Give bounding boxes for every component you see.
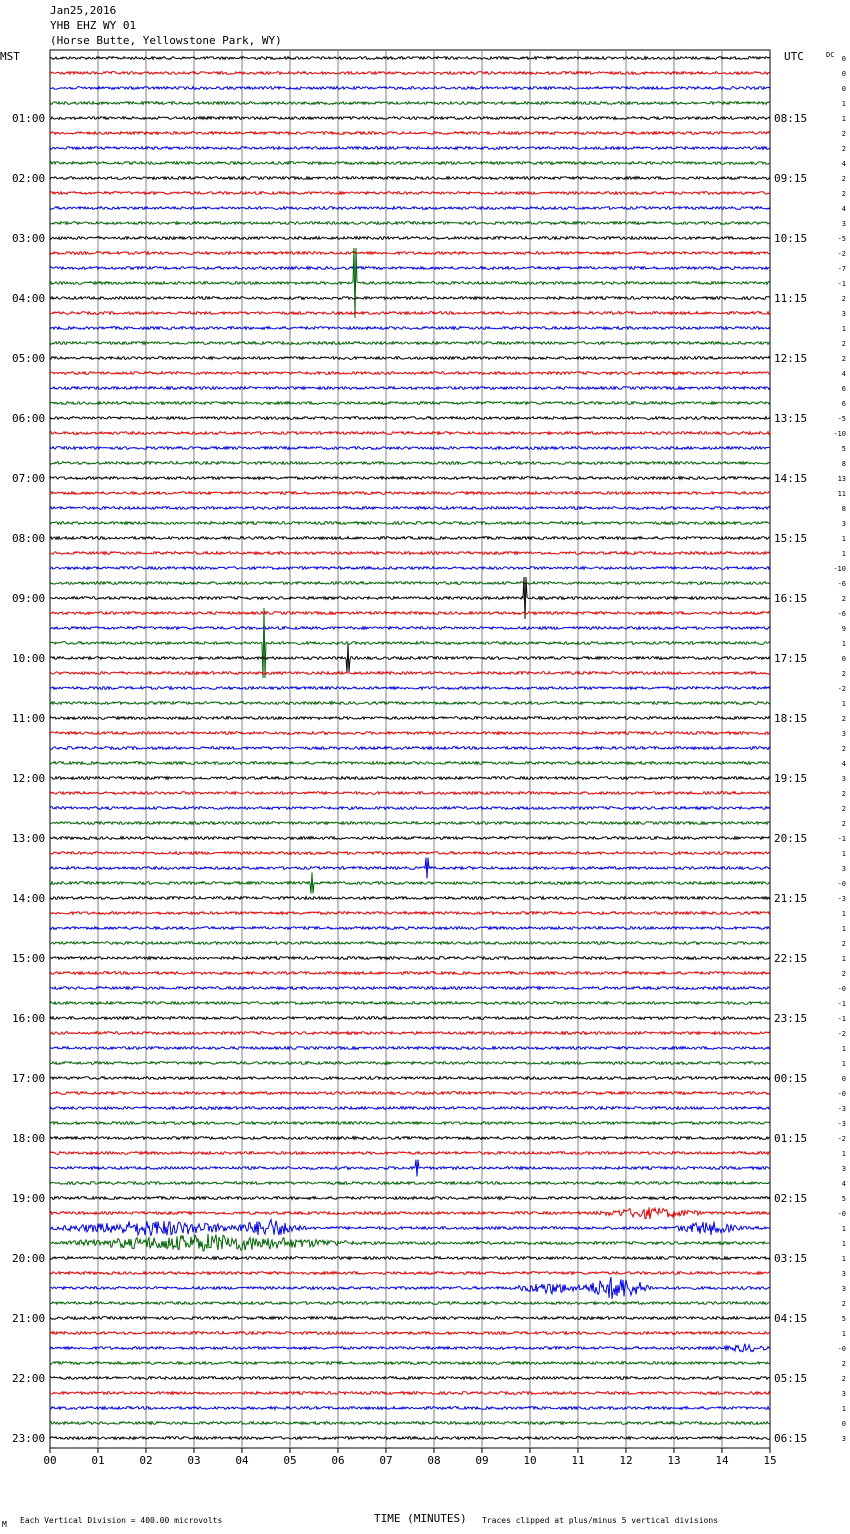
- trace-11: [50, 207, 770, 210]
- dc-offset-label: 2: [841, 670, 846, 678]
- trace-17: [50, 297, 770, 300]
- dc-offset-label: 3: [841, 220, 846, 228]
- right-hour-label: 22:15: [774, 952, 808, 965]
- trace-13: [50, 237, 770, 240]
- trace-54: [50, 852, 770, 855]
- trace-75: [50, 1160, 770, 1177]
- trace-71: [50, 1107, 770, 1110]
- right-hour-label: 15:15: [774, 532, 808, 545]
- trace-55: [50, 858, 770, 879]
- x-tick-label: 12: [619, 1454, 633, 1467]
- trace-87: [50, 1344, 770, 1352]
- dc-offset-label: 3: [841, 1435, 846, 1443]
- x-tick-label: 04: [235, 1454, 249, 1467]
- trace-33: [50, 537, 770, 540]
- trace-16: [50, 248, 770, 318]
- trace-34: [50, 552, 770, 555]
- dc-offset-label: 1: [841, 325, 846, 333]
- right-hour-label: 20:15: [774, 832, 808, 845]
- x-tick-label: 15: [763, 1454, 777, 1467]
- trace-45: [50, 717, 770, 720]
- trace-56: [50, 873, 770, 894]
- dc-offset-label: 1: [841, 1330, 846, 1338]
- trace-15: [50, 267, 770, 270]
- left-hour-label: 03:00: [12, 232, 46, 245]
- trace-42: [50, 672, 770, 675]
- dc-offset-label: -3: [837, 895, 846, 903]
- right-hour-label: 09:15: [774, 172, 808, 185]
- trace-7: [50, 147, 770, 150]
- trace-60: [50, 942, 770, 945]
- dc-offset-label: 1: [841, 1060, 846, 1068]
- dc-offset-label: 3: [841, 520, 846, 528]
- right-hour-label: 21:15: [774, 892, 808, 905]
- trace-89: [50, 1377, 770, 1380]
- dc-offset-label: -2: [837, 250, 846, 258]
- trace-57: [50, 897, 770, 900]
- trace-79: [50, 1220, 770, 1236]
- dc-offset-label: -0: [837, 1345, 846, 1353]
- dc-offset-label: 6: [841, 385, 846, 393]
- right-hour-label: 14:15: [774, 472, 808, 485]
- dc-offset-label: -0: [837, 985, 846, 993]
- dc-offset-label: 2: [841, 190, 846, 198]
- trace-18: [50, 312, 770, 315]
- right-hour-label: 10:15: [774, 232, 808, 245]
- dc-offset-label: 3: [841, 775, 846, 783]
- dc-offset-label: 1: [841, 535, 846, 543]
- dc-offset-label: -0: [837, 1210, 846, 1218]
- dc-offset-label: 4: [841, 760, 846, 768]
- left-hour-label: 01:00: [12, 112, 46, 125]
- dc-offset-label: 11: [837, 490, 846, 498]
- trace-26: [50, 432, 770, 435]
- dc-offset-label: 6: [841, 400, 846, 408]
- dc-offset-label: 5: [841, 1195, 846, 1203]
- trace-82: [50, 1272, 770, 1275]
- trace-72: [50, 1122, 770, 1125]
- trace-4: [50, 102, 770, 105]
- right-hour-label: 04:15: [774, 1312, 808, 1325]
- right-hour-label: 17:15: [774, 652, 808, 665]
- dc-offset-label: 0: [841, 1420, 846, 1428]
- trace-74: [50, 1152, 770, 1155]
- left-hour-label: 06:00: [12, 412, 46, 425]
- dc-offset-label: 5: [841, 445, 846, 453]
- trace-44: [50, 702, 770, 705]
- trace-31: [50, 507, 770, 510]
- trace-73: [50, 1137, 770, 1140]
- dc-offset-label: -2: [837, 1135, 846, 1143]
- trace-78: [50, 1207, 770, 1219]
- trace-86: [50, 1332, 770, 1335]
- left-hour-label: 22:00: [12, 1372, 46, 1385]
- trace-22: [50, 372, 770, 375]
- dc-offset-label: -6: [837, 580, 846, 588]
- x-tick-label: 08: [427, 1454, 441, 1467]
- x-tick-label: 05: [283, 1454, 297, 1467]
- dc-offset-label: 0: [841, 1075, 846, 1083]
- left-hour-label: 23:00: [12, 1432, 46, 1445]
- right-hour-label: 05:15: [774, 1372, 808, 1385]
- x-tick-label: 11: [571, 1454, 585, 1467]
- dc-offset-label: 1: [841, 1255, 846, 1263]
- right-hour-label: 02:15: [774, 1192, 808, 1205]
- trace-91: [50, 1407, 770, 1410]
- left-hour-label: 21:00: [12, 1312, 46, 1325]
- left-hour-label: 11:00: [12, 712, 46, 725]
- trace-47: [50, 747, 770, 750]
- trace-12: [50, 222, 770, 225]
- trace-69: [50, 1077, 770, 1080]
- right-hour-label: 18:15: [774, 712, 808, 725]
- right-hour-label: 08:15: [774, 112, 808, 125]
- dc-offset-label: 4: [841, 205, 846, 213]
- left-hour-label: 19:00: [12, 1192, 46, 1205]
- dc-offset-label: 3: [841, 730, 846, 738]
- trace-24: [50, 402, 770, 405]
- left-hour-label: 07:00: [12, 472, 46, 485]
- dc-offset-label: -0: [837, 1090, 846, 1098]
- dc-offset-label: -1: [837, 1000, 846, 1008]
- left-hour-label: 15:00: [12, 952, 46, 965]
- station-code: YHB EHZ WY 01: [50, 19, 137, 32]
- right-hour-label: 03:15: [774, 1252, 808, 1265]
- dc-offset-label: -5: [837, 415, 846, 423]
- dc-header-label: DC: [826, 51, 835, 59]
- dc-offset-label: 2: [841, 130, 846, 138]
- trace-23: [50, 387, 770, 390]
- dc-offset-label: 3: [841, 1285, 846, 1293]
- trace-35: [50, 567, 770, 570]
- trace-76: [50, 1182, 770, 1185]
- right-hour-label: 13:15: [774, 412, 808, 425]
- right-hour-label: 11:15: [774, 292, 808, 305]
- dc-offset-label: -2: [837, 685, 846, 693]
- dc-offset-label: 3: [841, 1270, 846, 1278]
- dc-offset-label: 3: [841, 310, 846, 318]
- corner-mark: M: [2, 1520, 7, 1529]
- dc-offset-label: 13: [837, 475, 846, 483]
- left-hour-label: 04:00: [12, 292, 46, 305]
- x-tick-label: 09: [475, 1454, 489, 1467]
- dc-offset-label: 2: [841, 295, 846, 303]
- plot-date: Jan25,2016: [50, 4, 117, 17]
- dc-offset-label: 1: [841, 115, 846, 123]
- clip-note: Traces clipped at plus/minus 5 vertical divisions: [482, 1516, 719, 1525]
- x-tick-label: 06: [331, 1454, 345, 1467]
- left-timezone-label: MST: [0, 50, 20, 63]
- trace-41: [50, 644, 770, 672]
- trace-36: [50, 582, 770, 585]
- dc-offset-label: 4: [841, 1180, 846, 1188]
- dc-offset-label: -0: [837, 880, 846, 888]
- dc-offset-label: 2: [841, 1300, 846, 1308]
- dc-offset-label: 1: [841, 1405, 846, 1413]
- trace-48: [50, 762, 770, 765]
- dc-offset-label: 0: [841, 85, 846, 93]
- dc-offset-label: 1: [841, 640, 846, 648]
- dc-offset-label: 0: [841, 655, 846, 663]
- left-hour-label: 05:00: [12, 352, 46, 365]
- trace-65: [50, 1017, 770, 1020]
- trace-46: [50, 732, 770, 735]
- trace-1: [50, 57, 770, 60]
- trace-32: [50, 522, 770, 525]
- dc-offset-label: 4: [841, 160, 846, 168]
- trace-43: [50, 687, 770, 690]
- trace-85: [50, 1317, 770, 1320]
- x-tick-label: 10: [523, 1454, 537, 1467]
- trace-5: [50, 117, 770, 120]
- trace-6: [50, 132, 770, 135]
- dc-offset-label: 2: [841, 820, 846, 828]
- dc-offset-label: 2: [841, 1375, 846, 1383]
- dc-offset-label: 2: [841, 1360, 846, 1368]
- left-hour-label: 17:00: [12, 1072, 46, 1085]
- right-hour-label: 12:15: [774, 352, 808, 365]
- dc-offset-label: 2: [841, 715, 846, 723]
- dc-offset-label: 1: [841, 850, 846, 858]
- dc-offset-label: -6: [837, 610, 846, 618]
- dc-offset-label: 1: [841, 700, 846, 708]
- trace-83: [50, 1277, 770, 1299]
- right-hour-label: 23:15: [774, 1012, 808, 1025]
- x-axis-title: TIME (MINUTES): [374, 1512, 467, 1525]
- dc-offset-label: -10: [833, 430, 846, 438]
- dc-offset-label: 1: [841, 100, 846, 108]
- dc-offset-label: -1: [837, 280, 846, 288]
- trace-62: [50, 972, 770, 975]
- dc-offset-label: 9: [841, 625, 846, 633]
- left-hour-label: 13:00: [12, 832, 46, 845]
- dc-offset-label: -10: [833, 565, 846, 573]
- dc-offset-label: 1: [841, 925, 846, 933]
- left-hour-label: 10:00: [12, 652, 46, 665]
- dc-offset-label: -1: [837, 1015, 846, 1023]
- left-hour-label: 08:00: [12, 532, 46, 545]
- trace-19: [50, 327, 770, 330]
- dc-offset-label: 2: [841, 595, 846, 603]
- trace-88: [50, 1362, 770, 1365]
- trace-93: [50, 1437, 770, 1440]
- left-hour-label: 14:00: [12, 892, 46, 905]
- dc-offset-label: 1: [841, 1240, 846, 1248]
- trace-70: [50, 1092, 770, 1095]
- left-hour-label: 09:00: [12, 592, 46, 605]
- left-hour-label: 18:00: [12, 1132, 46, 1145]
- trace-29: [50, 477, 770, 480]
- dc-offset-label: -3: [837, 1105, 846, 1113]
- trace-61: [50, 957, 770, 960]
- right-hour-label: 00:15: [774, 1072, 808, 1085]
- dc-offset-label: 2: [841, 145, 846, 153]
- dc-offset-label: 0: [841, 70, 846, 78]
- trace-84: [50, 1302, 770, 1305]
- trace-30: [50, 492, 770, 495]
- trace-2: [50, 72, 770, 75]
- x-tick-label: 00: [43, 1454, 57, 1467]
- trace-77: [50, 1197, 770, 1200]
- trace-90: [50, 1392, 770, 1395]
- trace-63: [50, 987, 770, 990]
- x-tick-label: 02: [139, 1454, 153, 1467]
- dc-offset-label: 2: [841, 805, 846, 813]
- trace-10: [50, 192, 770, 195]
- trace-8: [50, 162, 770, 165]
- right-hour-label: 01:15: [774, 1132, 808, 1145]
- trace-40: [50, 608, 770, 678]
- station-location: (Horse Butte, Yellowstone Park, WY): [50, 34, 282, 47]
- dc-offset-label: 2: [841, 745, 846, 753]
- trace-20: [50, 342, 770, 345]
- trace-92: [50, 1422, 770, 1425]
- trace-52: [50, 822, 770, 825]
- seismic-traces: [50, 57, 770, 1440]
- trace-67: [50, 1047, 770, 1050]
- dc-offset-label: 3: [841, 1390, 846, 1398]
- trace-50: [50, 792, 770, 795]
- dc-offset-label: 3: [841, 1165, 846, 1173]
- trace-66: [50, 1032, 770, 1035]
- dc-offset-label: -5: [837, 235, 846, 243]
- trace-59: [50, 927, 770, 930]
- dc-offset-label: -2: [837, 1030, 846, 1038]
- x-tick-label: 07: [379, 1454, 393, 1467]
- dc-offset-label: -1: [837, 835, 846, 843]
- dc-offset-label: -3: [837, 1120, 846, 1128]
- x-tick-label: 13: [667, 1454, 681, 1467]
- trace-38: [50, 612, 770, 615]
- left-hour-label: 20:00: [12, 1252, 46, 1265]
- dc-offset-label: 5: [841, 1315, 846, 1323]
- left-hour-label: 16:00: [12, 1012, 46, 1025]
- trace-49: [50, 777, 770, 780]
- x-tick-label: 03: [187, 1454, 201, 1467]
- trace-21: [50, 357, 770, 360]
- dc-offset-label: 2: [841, 355, 846, 363]
- trace-3: [50, 87, 770, 90]
- scale-note: Each Vertical Division = 400.00 microvolts: [20, 1516, 223, 1525]
- right-hour-label: 19:15: [774, 772, 808, 785]
- trace-64: [50, 1002, 770, 1005]
- trace-80: [50, 1234, 770, 1251]
- dc-offset-label: 8: [841, 505, 846, 513]
- trace-9: [50, 177, 770, 180]
- dc-offset-label: 3: [841, 865, 846, 873]
- trace-68: [50, 1062, 770, 1065]
- dc-offset-label: 8: [841, 460, 846, 468]
- trace-39: [50, 627, 770, 630]
- dc-offset-label: 2: [841, 940, 846, 948]
- trace-51: [50, 807, 770, 810]
- trace-58: [50, 912, 770, 915]
- trace-25: [50, 417, 770, 420]
- trace-28: [50, 462, 770, 465]
- dc-offset-label: 2: [841, 175, 846, 183]
- left-hour-label: 02:00: [12, 172, 46, 185]
- trace-14: [50, 252, 770, 255]
- trace-53: [50, 837, 770, 840]
- dc-offset-label: 1: [841, 1045, 846, 1053]
- dc-offset-label: 2: [841, 790, 846, 798]
- right-hour-label: 06:15: [774, 1432, 808, 1445]
- dc-offset-label: 1: [841, 1150, 846, 1158]
- dc-offset-label: 0: [841, 55, 846, 63]
- trace-27: [50, 447, 770, 450]
- dc-offset-label: -7: [837, 265, 846, 273]
- dc-offset-label: 4: [841, 370, 846, 378]
- trace-81: [50, 1257, 770, 1260]
- dc-offset-label: 2: [841, 340, 846, 348]
- dc-offset-label: 1: [841, 955, 846, 963]
- x-tick-label: 14: [715, 1454, 729, 1467]
- dc-offset-label: 1: [841, 910, 846, 918]
- dc-offset-label: 1: [841, 1225, 846, 1233]
- x-tick-label: 01: [91, 1454, 105, 1467]
- dc-offset-label: 2: [841, 970, 846, 978]
- left-hour-label: 12:00: [12, 772, 46, 785]
- right-timezone-label: UTC: [784, 50, 804, 63]
- dc-offset-label: 1: [841, 550, 846, 558]
- right-hour-label: 16:15: [774, 592, 808, 605]
